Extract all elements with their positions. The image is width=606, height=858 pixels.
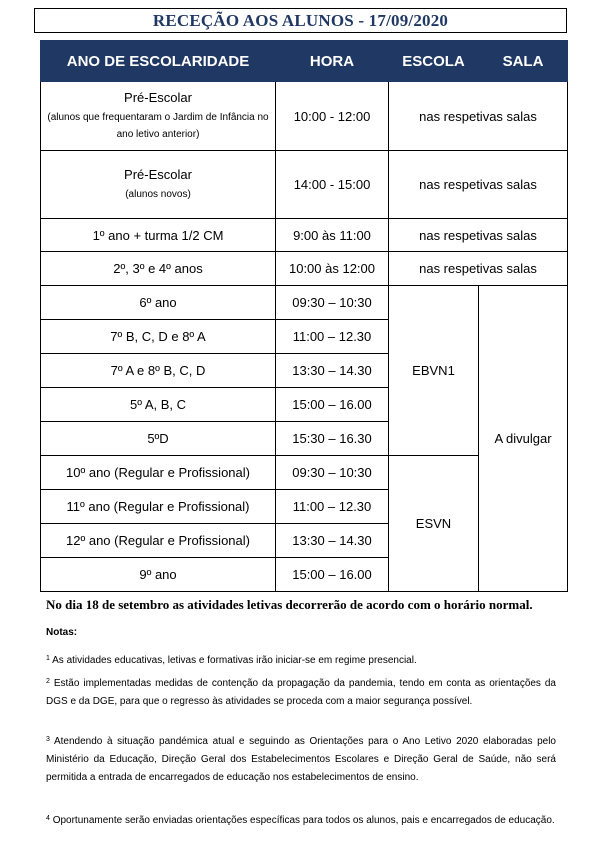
note-text: As atividades educativas, letivas e formativas irão iniciar-se em regime presencial. xyxy=(52,655,417,666)
hora-cell: 10:00 às 12:00 xyxy=(276,252,389,286)
note-number: 4 xyxy=(46,815,50,822)
escola-esvn-cell: ESVN xyxy=(389,456,479,592)
ano-cell: 5ºD xyxy=(41,422,276,456)
note-text: Atendendo à situação pandémica atual e seguindo as Orientações para o Ano Letivo 2020 elaboradas pelo Ministério da Educação, Direção Geral dos Estabelecimentos Escolares e Direção Geral de Saúde, não será permitida a entrada de encarregados de educação nos estabelecimentos de ensino. xyxy=(46,736,556,783)
ano-subtext: (alunos novos) xyxy=(125,189,191,200)
schedule-table xyxy=(40,40,568,592)
ano-text: Pré-Escolar xyxy=(124,167,192,182)
hora-cell: 15:00 – 16.00 xyxy=(276,388,389,422)
header-ano: ANO DE ESCOLARIDADE xyxy=(41,41,276,82)
closing-statement: No dia 18 de setembro as atividades letivas decorrerão de acordo com o horário normal. xyxy=(46,597,533,612)
ano-cell: 6º ano xyxy=(41,286,276,320)
hora-cell: 13:30 – 14.30 xyxy=(276,524,389,558)
note-item xyxy=(46,652,556,670)
hora-cell: 11:00 – 12.30 xyxy=(276,320,389,354)
note-number: 2 xyxy=(46,678,50,685)
ano-cell: 9º ano xyxy=(41,558,276,592)
escola-ebvn-cell: EBVN1 xyxy=(389,286,479,456)
hora-cell: 11:00 – 12.30 xyxy=(276,490,389,524)
ano-cell: 10º ano (Regular e Profissional) xyxy=(41,456,276,490)
ano-cell xyxy=(41,82,276,151)
hora-cell: 14:00 - 15:00 xyxy=(276,151,389,219)
hora-cell: 09:30 – 10:30 xyxy=(276,456,389,490)
hora-cell: 15:00 – 16.00 xyxy=(276,558,389,592)
local-cell: nas respetivas salas xyxy=(389,219,568,252)
hora-cell: 09:30 – 10:30 xyxy=(276,286,389,320)
table-row xyxy=(41,151,568,219)
notes-title: Notas: xyxy=(46,627,78,638)
hora-cell: 15:30 – 16.30 xyxy=(276,422,389,456)
note-number: 1 xyxy=(46,655,50,662)
hora-cell: 10:00 - 12:00 xyxy=(276,82,389,151)
hora-cell: 13:30 – 14.30 xyxy=(276,354,389,388)
header-escola: ESCOLA xyxy=(389,41,479,82)
sala-cell: A divulgar xyxy=(479,286,568,592)
ano-cell: 11º ano (Regular e Profissional) xyxy=(41,490,276,524)
table-row xyxy=(41,252,568,286)
note-item xyxy=(46,733,556,787)
header-hora: HORA xyxy=(276,41,389,82)
ano-cell: 12º ano (Regular e Profissional) xyxy=(41,524,276,558)
note-text: Oportunamente serão enviadas orientações específicas para todos os alunos, pais e encarregados de educação. xyxy=(52,815,555,826)
ano-subtext: (alunos que frequentaram o Jardim de Infância no ano letivo anterior) xyxy=(47,112,269,140)
header-sala: SALA xyxy=(479,41,568,82)
ano-text: Pré-Escolar xyxy=(124,90,192,105)
table-row xyxy=(41,82,568,151)
page-title: RECEÇÃO AOS ALUNOS - 17/09/2020 xyxy=(152,10,449,30)
ano-cell: 7º B, C, D e 8º A xyxy=(41,320,276,354)
note-number: 3 xyxy=(46,736,50,743)
ano-cell xyxy=(41,151,276,219)
table-header-row xyxy=(41,41,568,82)
table-row xyxy=(41,219,568,252)
ano-cell: 1º ano + turma 1/2 CM xyxy=(41,219,276,252)
ano-cell: 7º A e 8º B, C, D xyxy=(41,354,276,388)
local-cell: nas respetivas salas xyxy=(389,82,568,151)
local-cell: nas respetivas salas xyxy=(389,151,568,219)
ano-cell: 5º A, B, C xyxy=(41,388,276,422)
note-item xyxy=(46,675,556,711)
table-row xyxy=(41,286,568,320)
hora-cell: 9:00 às 11:00 xyxy=(276,219,389,252)
note-item xyxy=(46,812,556,830)
note-text: Estão implementadas medidas de contenção da propagação da pandemia, tendo em conta as orientações da DGS e da DGE, para que o regresso às atividades se proceda com a maior segurança possível. xyxy=(46,678,556,707)
ano-cell: 2º, 3º e 4º anos xyxy=(41,252,276,286)
local-cell: nas respetivas salas xyxy=(389,252,568,286)
title-box xyxy=(34,8,567,33)
